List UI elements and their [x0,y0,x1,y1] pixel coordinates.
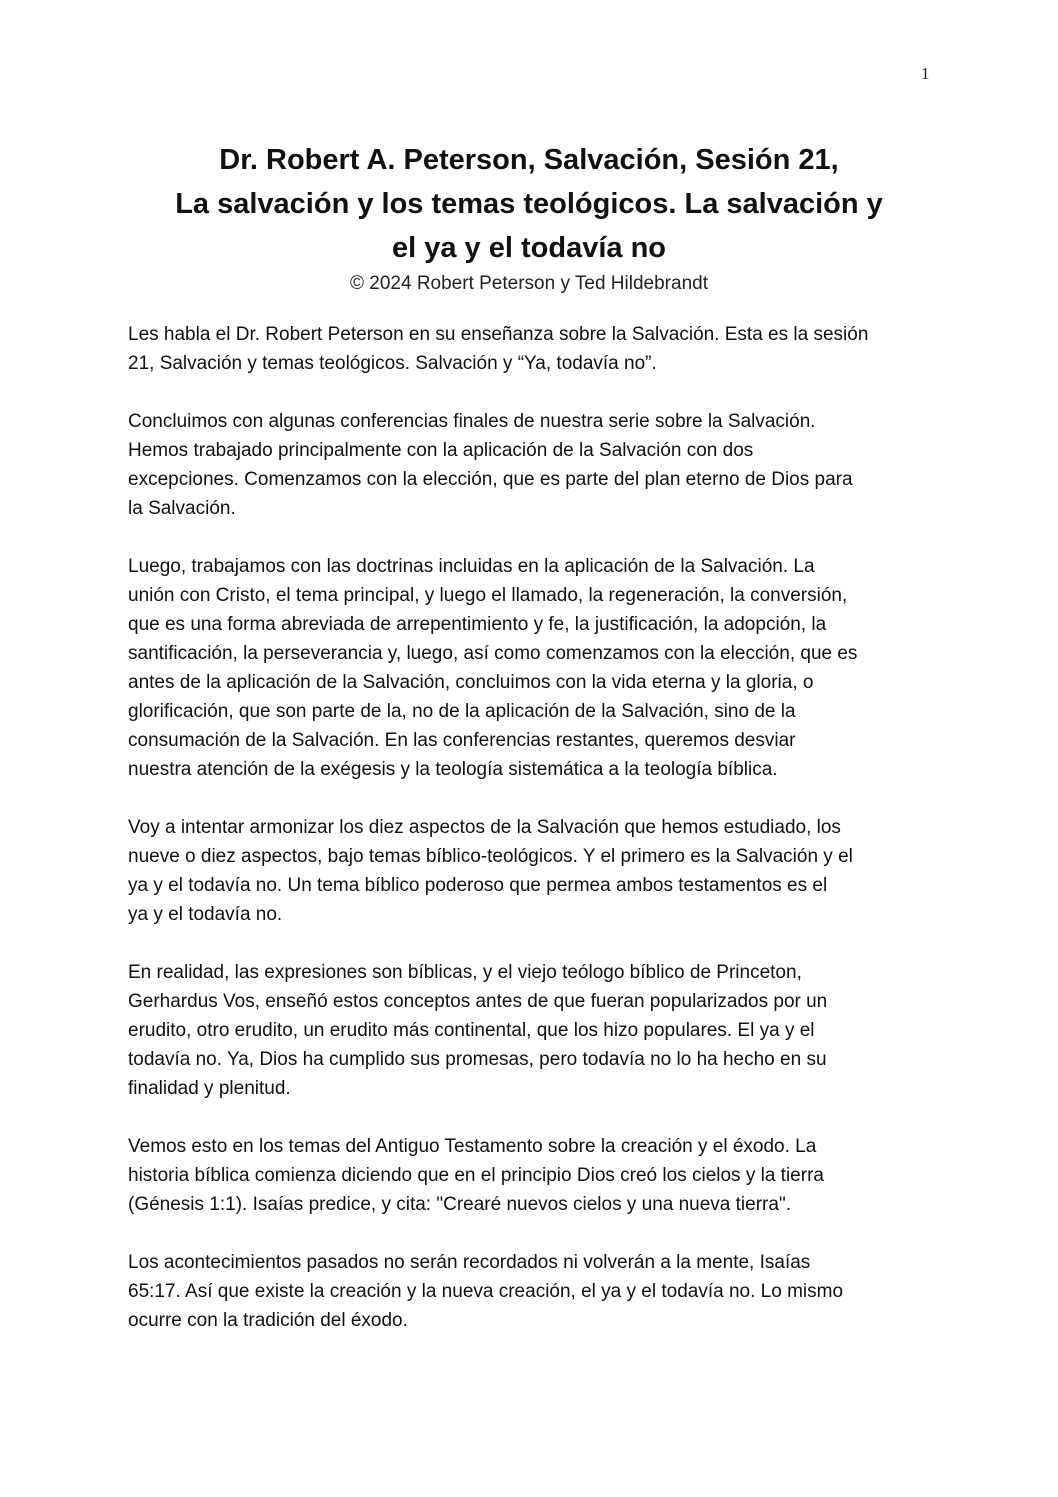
text-line: (Génesis 1:1). Isaías predice, y cita: "Crearé nuevos cielos y una nueva tierra". [128,1194,791,1215]
text-line: Gerhardus Vos, enseñó estos conceptos antes de que fueran popularizados por un [128,991,828,1012]
text-line: 65:17. Así que existe la creación y la nueva creación, el ya y el todavía no. Lo mismo [128,1281,844,1302]
paragraph-5 [128,958,940,1103]
title-line-2: La salvación y los temas teológicos. La salvación y [175,188,883,220]
text-line: Les habla el Dr. Robert Peterson en su enseñanza sobre la Salvación. Esta es la sesión [128,324,869,345]
text-line: excepciones. Comenzamos con la elección, que es parte del plan eterno de Dios para [128,469,853,490]
text-line: santificación, la perseverancia y, luego, así como comenzamos con la elección, que es [128,643,858,664]
title-line-3: el ya y el todavía no [392,232,666,264]
text-line: 21, Salvación y temas teológicos. Salvación y “Ya, todavía no”. [128,353,657,374]
copyright-line: © 2024 Robert Peterson y Ted Hildebrandt [350,273,708,294]
paragraph-6 [128,1132,940,1219]
text-line: Hemos trabajado principalmente con la aplicación de la Salvación con dos [128,440,754,461]
text-line: Luego, trabajamos con las doctrinas incluidas en la aplicación de la Salvación. La [128,556,815,577]
page-number: 1 [921,64,930,83]
text-line: nuestra atención de la exégesis y la teología sistemática a la teología bíblica. [128,759,778,780]
paragraph-3 [128,552,940,784]
text-line: ocurre con la tradición del éxodo. [128,1310,408,1331]
text-line: Concluimos con algunas conferencias finales de nuestra serie sobre la Salvación. [128,411,816,432]
text-line: Vemos esto en los temas del Antiguo Testamento sobre la creación y el éxodo. La [128,1136,817,1157]
text-line: En realidad, las expresiones son bíblicas, y el viejo teólogo bíblico de Princeton, [128,962,802,983]
paragraph-1 [128,320,940,378]
text-line: ya y el todavía no. Un tema bíblico poderoso que permea ambos testamentos es el [128,875,828,896]
text-line: Los acontecimientos pasados no serán recordados ni volverán a la mente, Isaías [128,1252,811,1273]
text-line: la Salvación. [128,498,236,519]
text-line: antes de la aplicación de la Salvación, concluimos con la vida eterna y la gloria, o [128,672,814,693]
text-line: unión con Cristo, el tema principal, y luego el llamado, la regeneración, la conversión, [128,585,848,606]
text-line: ya y el todavía no. [128,904,283,925]
text-line: que es una forma abreviada de arrepentimiento y fe, la justificación, la adopción, la [128,614,827,635]
title-line-1: Dr. Robert A. Peterson, Salvación, Sesión 21, [219,144,839,176]
paragraph-2 [128,407,940,523]
text-line: todavía no. Ya, Dios ha cumplido sus promesas, pero todavía no lo ha hecho en su [128,1049,827,1070]
text-line: consumación de la Salvación. En las conferencias restantes, queremos desviar [128,730,796,751]
paragraph-7 [128,1248,940,1335]
text-line: erudito, otro erudito, un erudito más continental, que los hizo populares. El ya y el [128,1020,815,1041]
text-line: glorificación, que son parte de la, no de la aplicación de la Salvación, sino de la [128,701,796,722]
paragraph-4 [128,813,940,929]
text-line: nueve o diez aspectos, bajo temas bíblico-teológicos. Y el primero es la Salvación y el [128,846,853,867]
text-line: Voy a intentar armonizar los diez aspectos de la Salvación que hemos estudiado, los [128,817,841,838]
text-line: historia bíblica comienza diciendo que en el principio Dios creó los cielos y la tierra [128,1165,824,1186]
body-text [128,320,940,1364]
title-block [100,138,958,298]
text-line: finalidad y plenitud. [128,1078,291,1099]
